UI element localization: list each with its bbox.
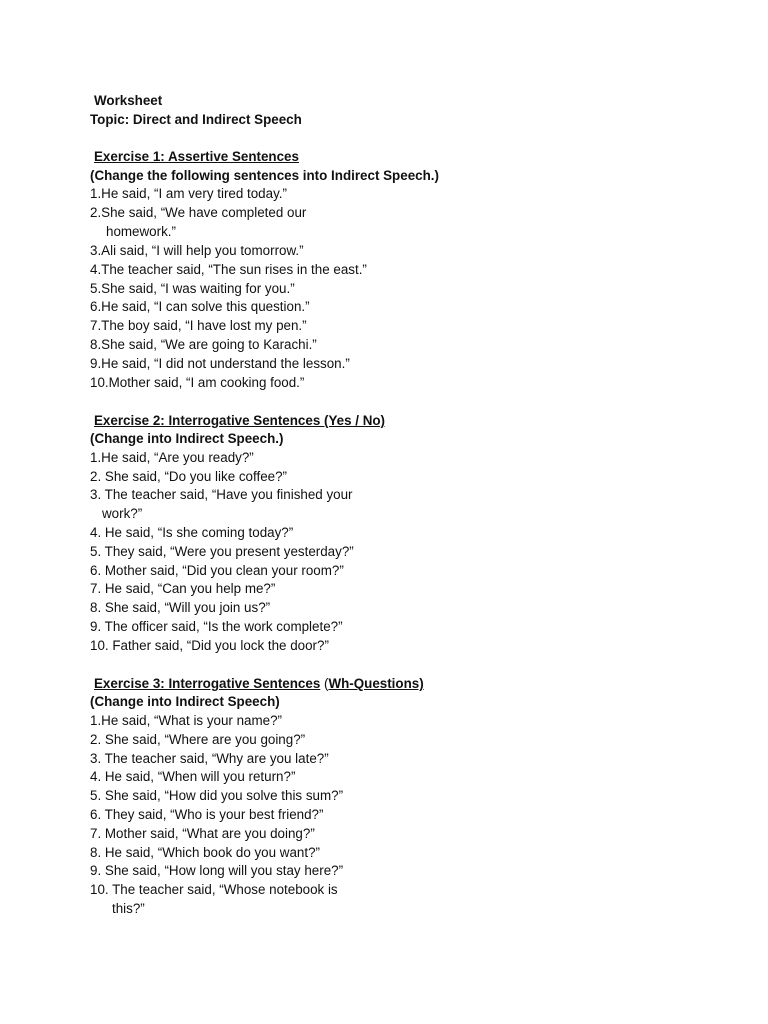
topic-heading: Topic: Direct and Indirect Speech <box>90 112 302 127</box>
exercise-3-item: 4. He said, “When will you return?” <box>90 769 296 784</box>
exercise-2-item: 7. He said, “Can you help me?” <box>90 581 276 596</box>
exercise-2-title: Exercise 2: Interrogative Sentences (Yes / No) <box>94 413 385 428</box>
exercise-2-item: 10. Father said, “Did you lock the door?” <box>90 638 329 653</box>
exercise-2-item-continuation: work?” <box>102 506 143 521</box>
exercise-3-item-continuation: this?” <box>112 901 145 916</box>
exercise-1-item: 8.She said, “We are going to Karachi.” <box>90 337 317 352</box>
exercise-3-title-main: Exercise 3: Interrogative Sentences <box>94 676 321 691</box>
exercise-1-item: 2.She said, “We have completed our <box>90 205 307 220</box>
exercise-1-item: 10.Mother said, “I am cooking food.” <box>90 375 305 390</box>
exercise-3-item: 3. The teacher said, “Why are you late?” <box>90 751 329 766</box>
exercise-3-item: 6. They said, “Who is your best friend?” <box>90 807 324 822</box>
exercise-3-item: 9. She said, “How long will you stay here?” <box>90 863 344 878</box>
exercise-3-item: 1.He said, “What is your name?” <box>90 713 283 728</box>
exercise-2-item: 4. He said, “Is she coming today?” <box>90 525 294 540</box>
exercise-2-item: 6. Mother said, “Did you clean your room?” <box>90 563 344 578</box>
exercise-3-item: 8. He said, “Which book do you want?” <box>90 845 320 860</box>
exercise-3-item: 2. She said, “Where are you going?” <box>90 732 306 747</box>
exercise-1-item: 7.The boy said, “I have lost my pen.” <box>90 318 307 333</box>
exercise-3-title-paren: ( <box>320 676 329 691</box>
exercise-3-instruction: (Change into Indirect Speech) <box>90 694 280 709</box>
exercise-3-item: 5. She said, “How did you solve this sum?” <box>90 788 344 803</box>
exercise-3-item: 7. Mother said, “What are you doing?” <box>90 826 315 841</box>
exercise-1-item: 6.He said, “I can solve this question.” <box>90 299 310 314</box>
exercise-2-item: 3. The teacher said, “Have you finished your <box>90 487 353 502</box>
exercise-2-item: 1.He said, “Are you ready?” <box>90 450 254 465</box>
exercise-2-instruction: (Change into Indirect Speech.) <box>90 431 284 446</box>
exercise-1-item-continuation: homework.” <box>106 224 176 239</box>
exercise-1-title: Exercise 1: Assertive Sentences <box>94 149 299 164</box>
exercise-1-item: 5.She said, “I was waiting for you.” <box>90 281 295 296</box>
exercise-2-item: 2. She said, “Do you like coffee?” <box>90 469 288 484</box>
exercise-3-title-wh: Wh-Questions) <box>328 676 424 691</box>
exercise-1-instruction: (Change the following sentences into Indirect Speech.) <box>90 168 439 183</box>
exercise-1-item: 9.He said, “I did not understand the lesson.” <box>90 356 350 371</box>
exercise-2-item: 9. The officer said, “Is the work complete?” <box>90 619 343 634</box>
exercise-2-item: 8. She said, “Will you join us?” <box>90 600 271 615</box>
exercise-2-item: 5. They said, “Were you present yesterday?” <box>90 544 354 559</box>
exercise-1-item: 1.He said, “I am very tired today.” <box>90 186 287 201</box>
exercise-1-item: 3.Ali said, “I will help you tomorrow.” <box>90 243 304 258</box>
exercise-3-title <box>94 675 424 693</box>
worksheet-heading: Worksheet <box>94 93 163 108</box>
exercise-3-item: 10. The teacher said, “Whose notebook is <box>90 882 338 897</box>
exercise-1-item: 4.The teacher said, “The sun rises in the east.” <box>90 262 367 277</box>
